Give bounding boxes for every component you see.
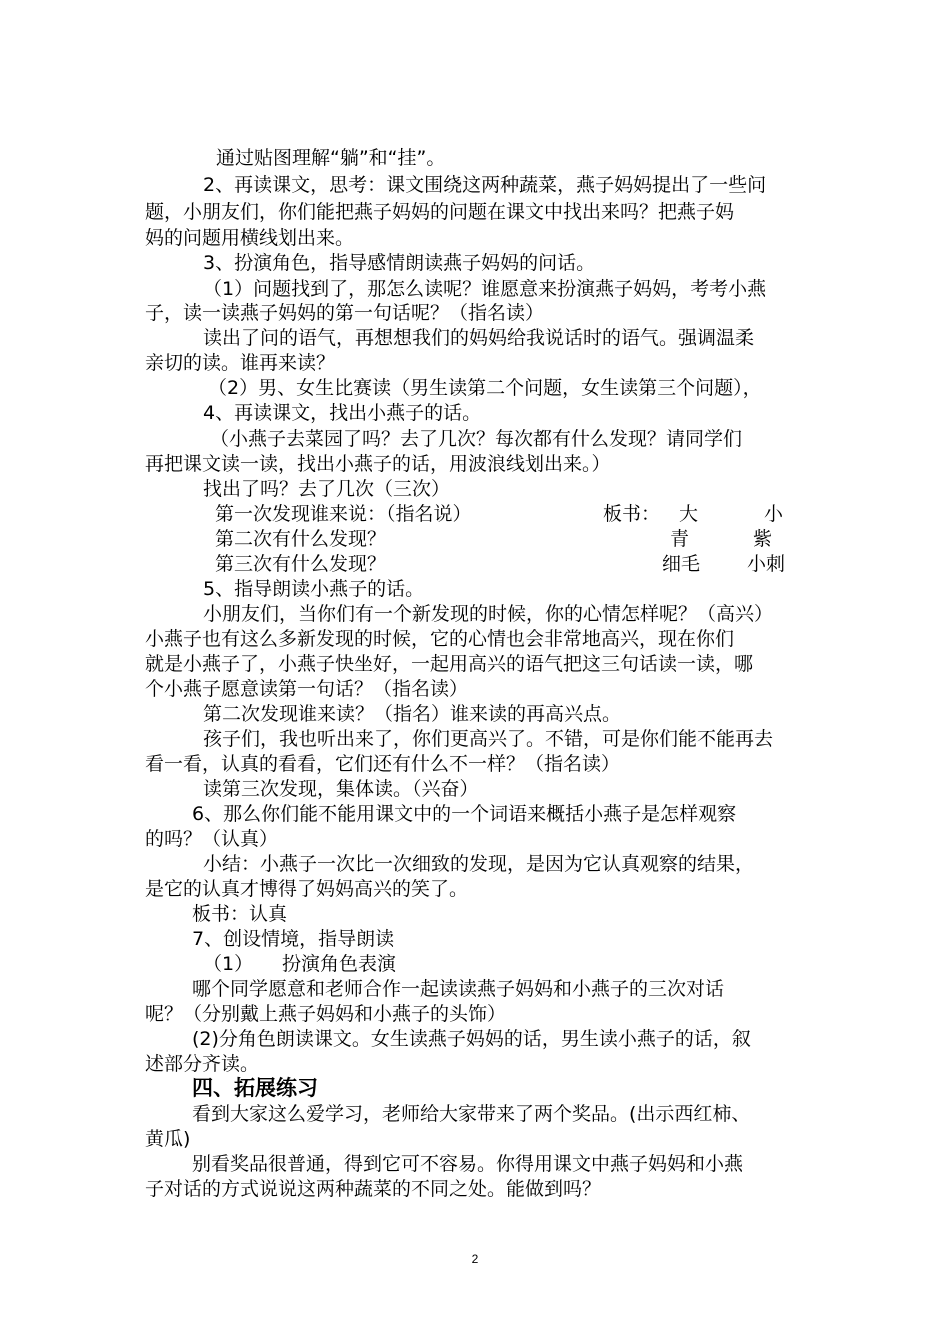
text-line: 子对话的方式说说这两种蔬菜的不同之处。能做到吗？ <box>145 1178 602 1200</box>
text-line: 找出了吗？去了几次（三次） <box>203 478 451 500</box>
text-line: 6、那么你们能不能用课文中的一个词语来概括小燕子是怎样观察 <box>192 803 737 825</box>
text-line: 孩子们，我也听出来了，你们更高兴了。不错，可是你们能不能再去 <box>203 728 774 750</box>
text-line: 板书：认真 <box>192 903 288 925</box>
text-line: （小燕子去菜园了吗？去了几次？每次都有什么发现？请同学们 <box>210 428 743 450</box>
text-line: 看一看，认真的看看，它们还有什么不一样？（指名读） <box>145 753 621 775</box>
text-line: （1） <box>203 953 254 975</box>
text-line: 7、创设情境，指导朗读 <box>192 928 395 950</box>
text-line: 再把课文读一读，找出小燕子的话，用波浪线划出来。） <box>145 453 611 475</box>
text-line: 第二次发现谁来读？（指名）谁来读的再高兴点。 <box>203 703 622 725</box>
text-line: 读第三次发现，集体读。（兴奋） <box>203 778 479 800</box>
text-line: （1）问题找到了，那怎么读呢？谁愿意来扮演燕子妈妈，考考小燕 <box>203 278 767 300</box>
board-word: 青 <box>670 528 690 550</box>
text-line: 通过贴图理解“躺”和“挂”。 <box>216 147 446 169</box>
section-heading: 四、拓展练习 <box>192 1076 318 1100</box>
text-line: 2、再读课文，思考：课文围绕这两种蔬菜，燕子妈妈提出了一些问 <box>203 174 767 196</box>
text-line: 扮演角色表演 <box>282 953 397 975</box>
text-line: 的吗？（认真） <box>145 828 279 850</box>
text-line: 第二次有什么发现？ <box>215 528 387 550</box>
text-line: 小燕子也有这么多新发现的时候，它的心情也会非常地高兴，现在你们 <box>145 628 735 650</box>
text-line: 亲切的读。谁再来读？ <box>145 352 336 374</box>
text-line: 子，读一读燕子妈妈的第一句话呢？（指名读） <box>145 302 545 324</box>
text-line: 别看奖品很普通，得到它可不容易。你得用课文中燕子妈妈和小燕 <box>192 1153 744 1175</box>
text-line: 黄瓜) <box>145 1128 191 1150</box>
text-line: 看到大家这么爱学习，老师给大家带来了两个奖品。(出示西红柿、 <box>192 1103 751 1125</box>
board-label: 板书： <box>603 503 661 525</box>
text-line: 是它的认真才博得了妈妈高兴的笑了。 <box>145 878 469 900</box>
board-word: 小 <box>764 503 784 525</box>
text-line: 3、扮演角色，指导感情朗读燕子妈妈的问话。 <box>203 252 596 274</box>
text-line: (2)分角色朗读课文。女生读燕子妈妈的话，男生读小燕子的话，叙 <box>192 1028 751 1050</box>
text-line: 小结：小燕子一次比一次细致的发现，是因为它认真观察的结果， <box>203 853 755 875</box>
text-line: 第三次有什么发现？ <box>215 553 387 575</box>
text-line: 呢？（分别戴上燕子妈妈和小燕子的头饰） <box>145 1003 507 1025</box>
text-line: 5、指导朗读小燕子的话。 <box>203 578 425 600</box>
page-number: 2 <box>471 1252 479 1266</box>
text-line: 读出了问的语气，再想想我们的妈妈给我说话时的语气。强调温柔 <box>203 327 755 349</box>
text-line: 第一次发现谁来说：（指名说） <box>215 503 472 525</box>
text-line: 题，小朋友们，你们能把燕子妈妈的问题在课文中找出来吗？把燕子妈 <box>145 201 735 223</box>
board-word: 大 <box>679 503 699 525</box>
text-line: （2）男、女生比赛读（男生读第二个问题，女生读第三个问题）， <box>208 377 762 399</box>
text-line: 4、再读课文，找出小燕子的话。 <box>203 402 482 424</box>
board-word: 小刺 <box>747 553 786 575</box>
board-word: 紫 <box>753 528 773 550</box>
board-word: 细毛 <box>662 553 701 575</box>
text-line: 就是小燕子了，小燕子快坐好，一起用高兴的语气把这三句话读一读，哪 <box>145 653 754 675</box>
text-line: 哪个同学愿意和老师合作一起读读燕子妈妈和小燕子的三次对话 <box>192 978 725 1000</box>
text-line: 个小燕子愿意读第一句话？（指名读） <box>145 678 469 700</box>
text-line: 小朋友们，当你们有一个新发现的时候，你的心情怎样呢？（高兴） <box>203 603 774 625</box>
text-line: 妈的问题用横线划出来。 <box>145 227 355 249</box>
text-line: 述部分齐读。 <box>145 1053 260 1075</box>
